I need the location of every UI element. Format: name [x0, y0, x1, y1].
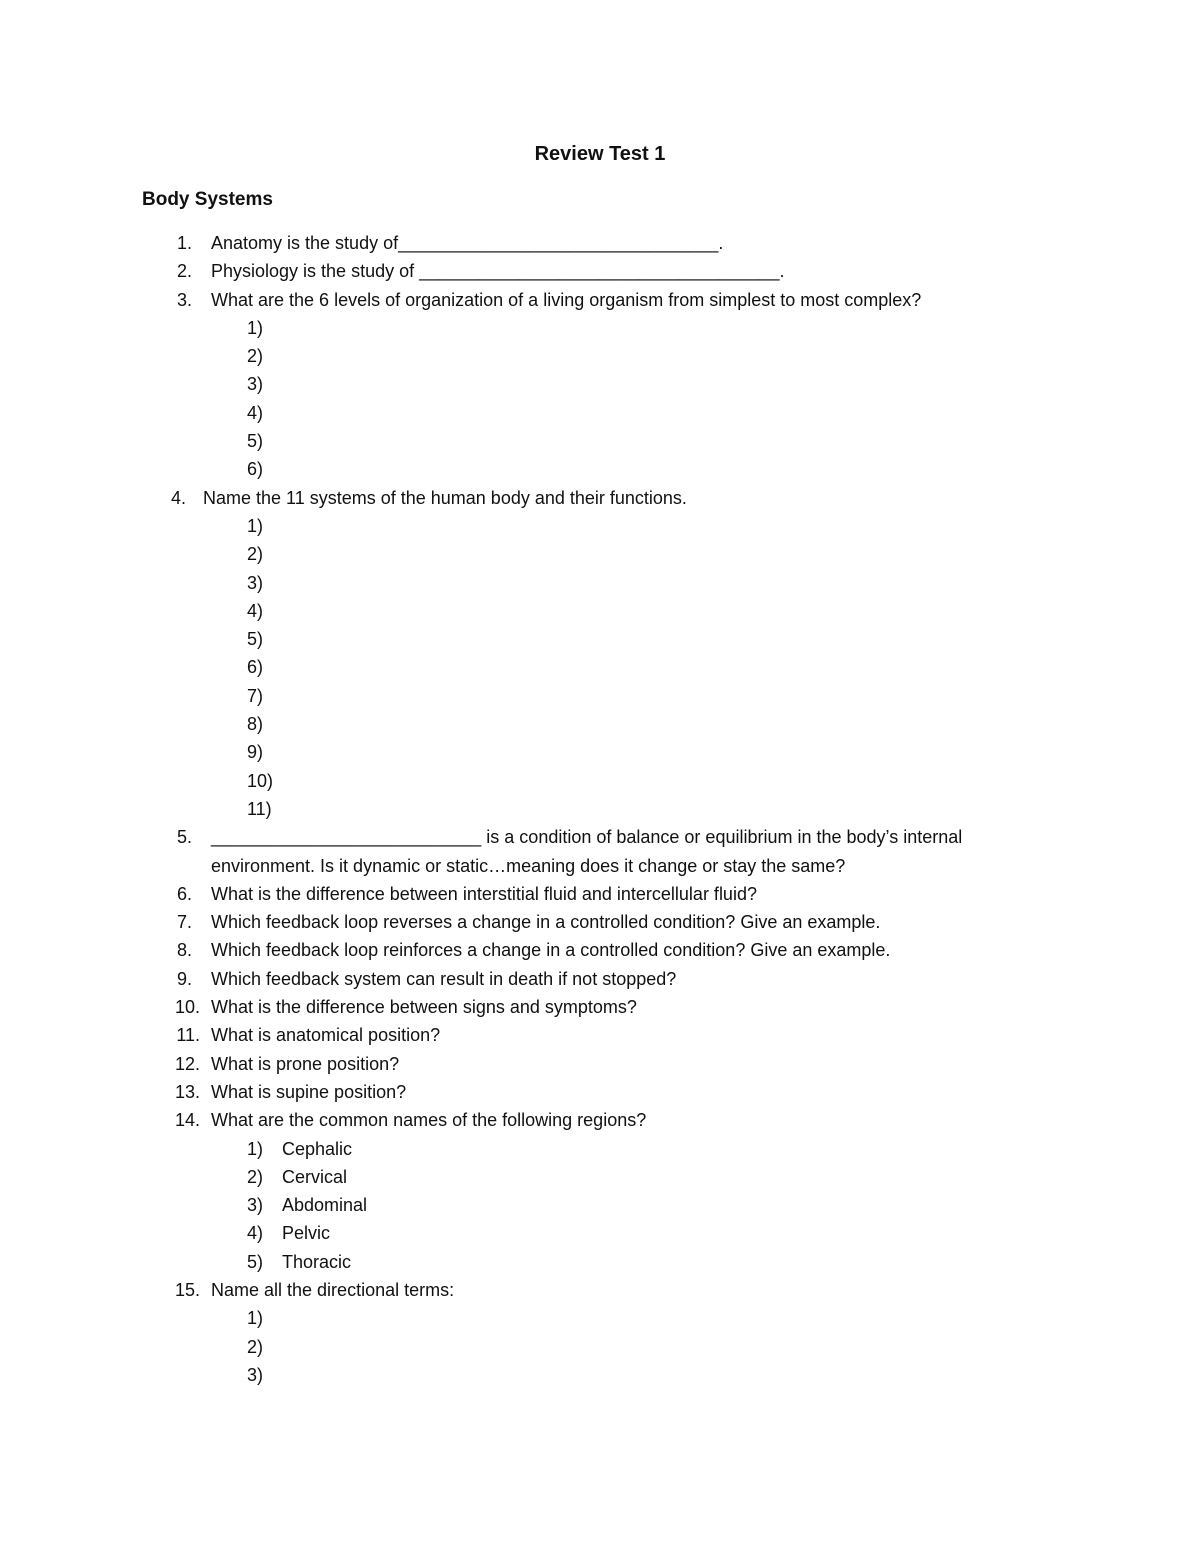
answer-line: 6)	[247, 459, 264, 480]
question-number: 2.	[176, 261, 192, 282]
question-text: What is prone position?	[211, 1053, 400, 1074]
question-text: environment. Is it dynamic or static…meaning does it change or stay the same?	[211, 855, 846, 876]
question-text: Physiology is the study of ____________________________________.	[211, 261, 785, 282]
answer-line: 1)	[247, 515, 264, 536]
question-8	[0, 936, 1200, 964]
question-number: 11.	[176, 1025, 200, 1046]
question-3	[0, 286, 1200, 314]
question-9	[0, 965, 1200, 993]
section-heading: Body Systems	[142, 189, 273, 210]
question-11	[0, 1021, 1200, 1049]
question-text: Name all the directional terms:	[211, 1279, 455, 1300]
question-text: Which feedback system can result in death if not stopped?	[211, 968, 677, 989]
answer-line: 1)	[247, 1308, 264, 1329]
question-text: Which feedback loop reverses a change in a controlled condition? Give an example.	[211, 912, 881, 933]
answer-line: 6)	[247, 657, 264, 678]
answer-line: 2)	[247, 346, 264, 367]
question-number: 12.	[174, 1053, 200, 1074]
answer-line: 3)	[247, 572, 264, 593]
answer-line: 3)	[247, 1364, 264, 1385]
question-15	[0, 1276, 1200, 1304]
region-item: 1) Cephalic	[247, 1138, 353, 1159]
question-number: 15.	[174, 1279, 200, 1300]
question-list	[0, 229, 1200, 1389]
question-4	[0, 484, 1200, 512]
answer-line: 5)	[247, 629, 264, 650]
answer-line: 4)	[247, 600, 264, 621]
region-item: 5) Thoracic	[247, 1251, 352, 1272]
region-item: 4) Pelvic	[247, 1223, 331, 1244]
question-10	[0, 993, 1200, 1021]
region-item: 2) Cervical	[247, 1166, 348, 1187]
answer-line: 11)	[247, 798, 272, 819]
answer-line: 7)	[247, 685, 264, 706]
page-title: Review Test 1	[534, 143, 666, 165]
question-number: 6.	[176, 883, 192, 904]
question-text: What are the common names of the following regions?	[211, 1110, 647, 1131]
question-2	[0, 257, 1200, 285]
question-number: 14.	[174, 1110, 200, 1131]
question-number: 10.	[174, 997, 200, 1018]
question-number: 1.	[176, 233, 192, 253]
question-number: 8.	[176, 940, 192, 961]
answer-line: 5)	[247, 431, 264, 452]
question-text: ___________________________ is a condition of balance or equilibrium in the body’s internal	[211, 827, 963, 848]
question-12	[0, 1050, 1200, 1078]
question-14	[0, 1106, 1200, 1134]
answer-line: 4)	[247, 402, 264, 423]
question-7	[0, 908, 1200, 936]
region-item: 3) Abdominal	[247, 1195, 368, 1216]
answer-line: 1)	[247, 317, 264, 338]
question-text: What are the 6 levels of organization of a living organism from simplest to most complex?	[211, 289, 922, 310]
question-text: What is the difference between interstitial fluid and intercellular fluid?	[211, 883, 757, 904]
question-text: What is the difference between signs and symptoms?	[211, 997, 637, 1018]
question-6	[0, 880, 1200, 908]
question-1	[0, 229, 1200, 257]
question-text: What is supine position?	[211, 1081, 407, 1102]
question-number: 9.	[176, 968, 192, 989]
question-number: 5.	[176, 827, 192, 848]
question-text: Anatomy is the study of________________________________.	[211, 233, 724, 253]
question-number: 13.	[174, 1081, 200, 1102]
answer-line: 10)	[247, 770, 274, 791]
answer-line: 2)	[247, 1336, 264, 1357]
question-number: 3.	[176, 289, 192, 310]
question-text: Name the 11 systems of the human body and their functions.	[203, 487, 687, 508]
question-number: 4.	[170, 487, 186, 508]
question-number: 7.	[176, 912, 192, 933]
answer-line: 3)	[247, 374, 264, 395]
answer-line: 9)	[247, 742, 264, 763]
question-text: What is anatomical position?	[211, 1025, 441, 1046]
question-text: Which feedback loop reinforces a change in a controlled condition? Give an example.	[211, 940, 891, 961]
answer-line: 2)	[247, 544, 264, 565]
answer-line: 8)	[247, 714, 264, 735]
question-5	[0, 823, 1200, 851]
question-5-continued	[0, 852, 1200, 880]
question-13	[0, 1078, 1200, 1106]
